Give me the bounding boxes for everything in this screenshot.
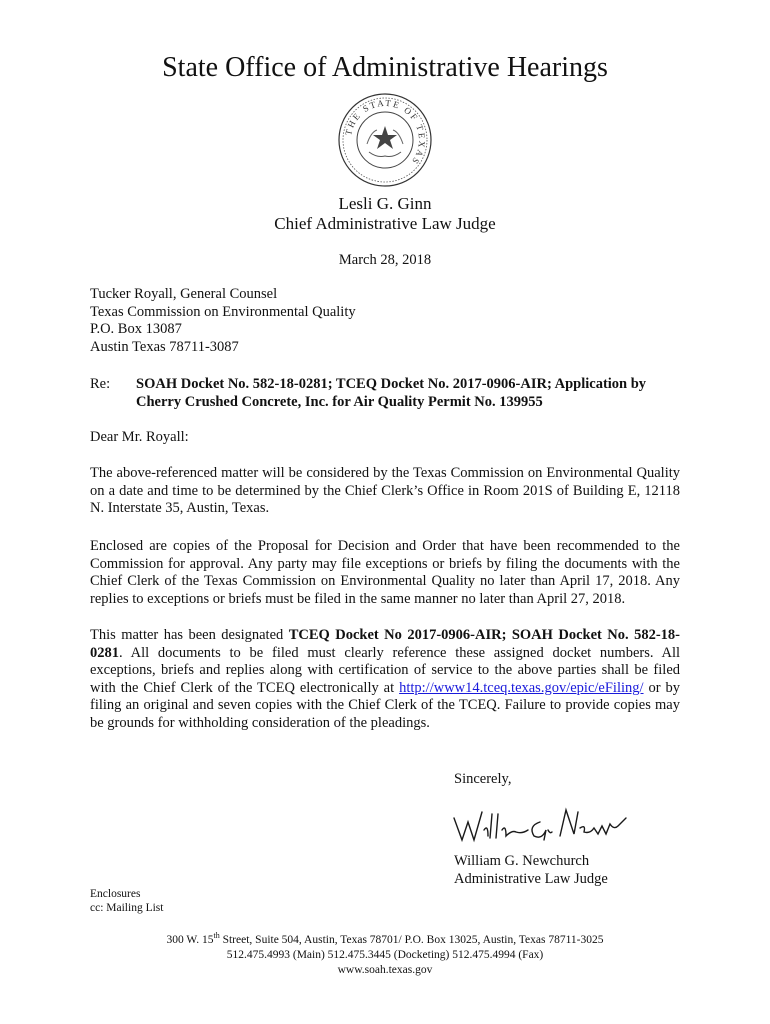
signer-name: William G. Newchurch: [454, 853, 590, 869]
footer-website: www.soah.texas.gov: [337, 964, 433, 976]
recipient-line: Tucker Royall, General Counsel: [90, 286, 278, 302]
paragraph-text: . All documents to be filed must clearly reference these assigned docket numbers. All exceptions, briefs and replies along with certification of service to the above parties shall be filed with the Chief Clerk of the TCEQ electronically at: [90, 644, 680, 696]
recipient-address: [90, 286, 356, 356]
re-label: Re:: [90, 376, 111, 392]
footer-phones: 512.475.4993 (Main) 512.475.3445 (Docketing) 512.475.4994 (Fax): [226, 949, 544, 961]
footer: [0, 933, 770, 978]
chief-judge-title: Chief Administrative Law Judge: [274, 214, 496, 233]
signer-title: Administrative Law Judge: [454, 870, 608, 887]
recipient-line: Austin Texas 78711-3087: [90, 338, 239, 355]
body-paragraph-3: [90, 627, 680, 732]
cc-line: cc: Mailing List: [90, 902, 164, 914]
paragraph-text: or by filing an original and seven copies with the Chief Clerk of the TCEQ. Failure to provide copies may be grounds for withholding consideration of the pleadings.: [90, 679, 680, 731]
footer-address-text: Street, Suite 504, Austin, Texas 78701/ P.O. Box 13025, Austin, Texas 78711-3025: [219, 934, 604, 946]
salutation: Dear Mr. Royall:: [90, 429, 189, 445]
texas-seal-icon: [337, 92, 433, 188]
recipient-line: P.O. Box 13087: [90, 321, 182, 337]
paragraph-text: This matter has been designated: [90, 627, 289, 643]
efiling-link[interactable]: http://www14.tceq.texas.gov/epic/eFiling/: [399, 679, 644, 696]
recipient-line: Texas Commission on Environmental Quality: [90, 303, 356, 320]
letter-date: March 28, 2018: [338, 252, 432, 268]
enclosures-label: Enclosures: [90, 888, 141, 900]
docket-numbers: TCEQ Docket No 2017-0906-AIR; SOAH Docket No. 582-18-0281: [90, 627, 680, 661]
re-subject: SOAH Docket No. 582-18-0281; TCEQ Docket No. 2017-0906-AIR; Application by Cherry Crushed Concrete, Inc. for Air Quality Permit No. 139955: [136, 376, 647, 410]
seal-text: THE STATE OF TEXAS: [343, 97, 428, 168]
footer-address-text: 300 W. 15: [166, 934, 214, 946]
chief-judge-name: Lesli G. Ginn: [338, 194, 432, 213]
handwritten-signature: [448, 800, 633, 848]
signer-block: [454, 853, 608, 888]
body-paragraph-2: Enclosed are copies of the Proposal for Decision and Order that have been recommended to the Commission for approval. Any party may file exceptions or briefs by filing the documents with the Chief Clerk of the Texas Commission on Environmental Quality no later than April 17, 2018. Any replies to exceptions or briefs must be filed in the same manner no later than April 27, 2018.: [90, 538, 680, 607]
page-title: State Office of Administrative Hearings: [162, 52, 608, 83]
footer-address: [0, 933, 770, 948]
footer-address-sup: th: [213, 931, 220, 941]
enclosures-block: [90, 887, 163, 915]
closing: Sincerely,: [454, 771, 512, 787]
body-paragraph-1: The above-referenced matter will be considered by the Texas Commission on Environmental Quality on a date and time to be determined by the Chief Clerk’s Office in Room 201S of Building E, 12118 N. Interstate 35, Austin, Texas.: [90, 465, 680, 516]
